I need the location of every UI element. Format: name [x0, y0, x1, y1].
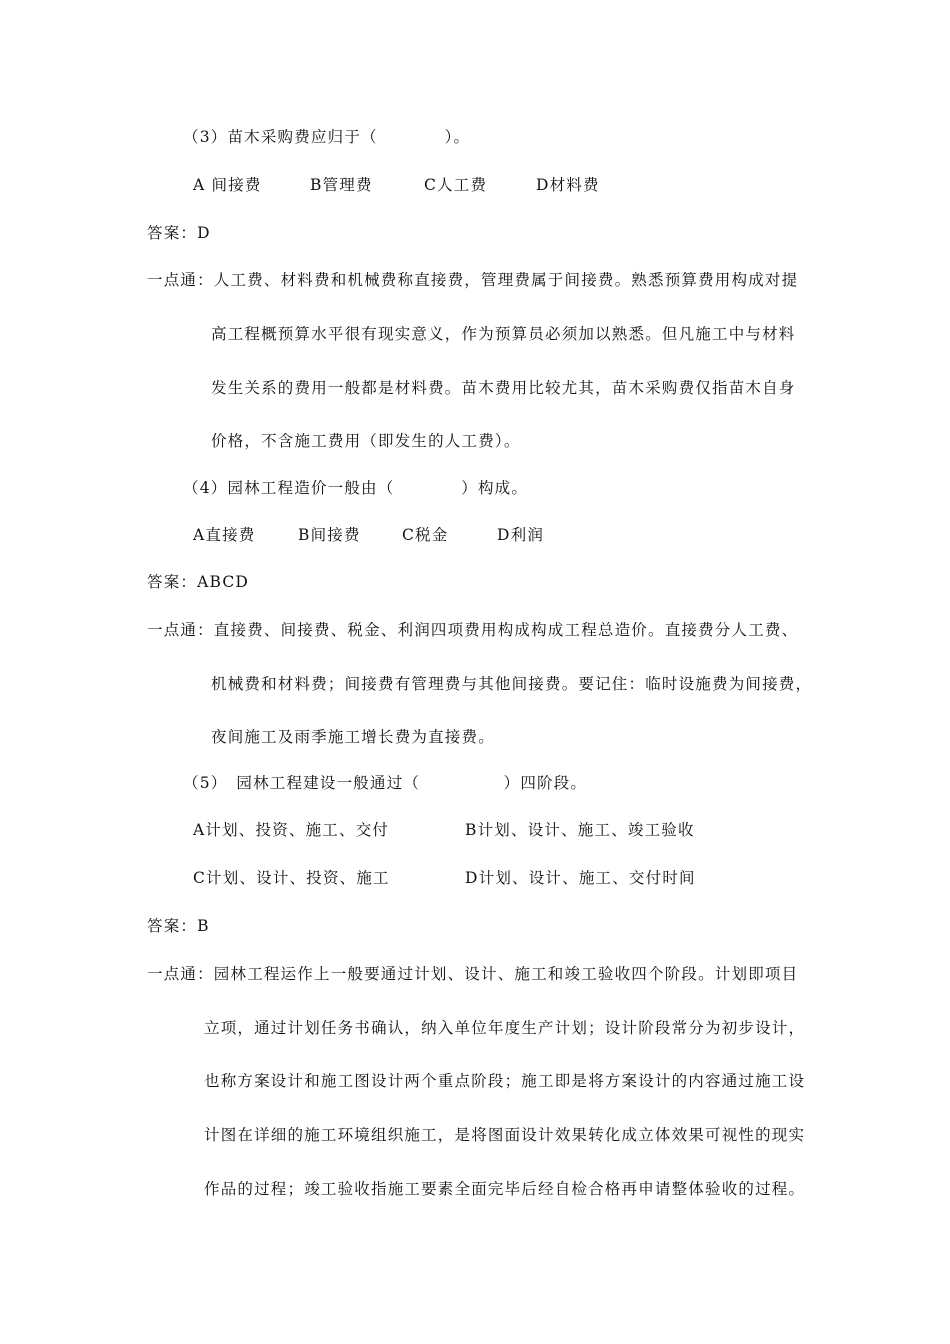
q3-option-c: C人工费 [424, 176, 488, 194]
q4-explanation-line: 机械费和材料费；间接费有管理费与其他间接费。要记住：临时设施费为间接费， [211, 675, 813, 693]
q4-option-c: C税金 [402, 526, 449, 544]
q5-explanation-line: 计图在详细的施工环境组织施工，是将图面设计效果转化成立体效果可视性的现实 [204, 1126, 806, 1144]
q4-option-a: A直接费 [193, 526, 256, 544]
q5-explanation-line: 作品的过程；竣工验收指施工要素全面完毕后经自检合格再申请整体验收的过程。 [204, 1180, 806, 1198]
question-5: （5） 园林工程建设一般通过（ ）四阶段。 [183, 774, 588, 792]
q4-option-d: D利润 [497, 526, 545, 544]
question-4: （4）园林工程造价一般由（ ）构成。 [183, 479, 529, 497]
q5-explanation-line: 也称方案设计和施工图设计两个重点阶段；施工即是将方案设计的内容通过施工设 [204, 1072, 806, 1090]
q5-explanation-line: 立项，通过计划任务书确认，纳入单位年度生产计划；设计阶段常分为初步设计， [204, 1019, 806, 1037]
q5-option-c: C计划、设计、投资、施工 [193, 869, 390, 887]
q3-explanation-line: 一点通：人工费、材料费和机械费称直接费，管理费属于间接费。熟悉预算费用构成对提 [147, 271, 799, 289]
q3-explanation-line: 高工程概预算水平很有现实意义，作为预算员必须加以熟悉。但凡施工中与材料 [211, 325, 796, 343]
q5-option-d: D计划、设计、施工、交付时间 [465, 869, 696, 887]
q3-option-a: A 间接费 [193, 176, 262, 194]
q3-explanation-line: 价格，不含施工费用（即发生的人工费）。 [211, 432, 521, 450]
q4-explanation-line: 一点通：直接费、间接费、税金、利润四项费用构成构成工程总造价。直接费分人工费、 [147, 621, 799, 639]
q4-explanation-line: 夜间施工及雨季施工增长费为直接费。 [211, 728, 495, 746]
question-3: （3）苗木采购费应归于（ ）。 [183, 128, 471, 146]
q3-explanation-line: 发生关系的费用一般都是材料费。苗木费用比较尤其，苗木采购费仅指苗木自身 [211, 379, 796, 397]
q4-answer: 答案：ABCD [147, 573, 250, 591]
q5-answer: 答案：B [147, 917, 210, 935]
q5-explanation-line: 一点通：园林工程运作上一般要通过计划、设计、施工和竣工验收四个阶段。计划即项目 [147, 965, 799, 983]
q3-option-b: B管理费 [310, 176, 373, 194]
q5-option-b: B计划、设计、施工、竣工验收 [465, 821, 695, 839]
q4-option-b: B间接费 [298, 526, 361, 544]
q5-option-a: A计划、投资、施工、交付 [193, 821, 390, 839]
q3-option-d: D材料费 [536, 176, 600, 194]
q3-answer: 答案：D [147, 224, 211, 242]
